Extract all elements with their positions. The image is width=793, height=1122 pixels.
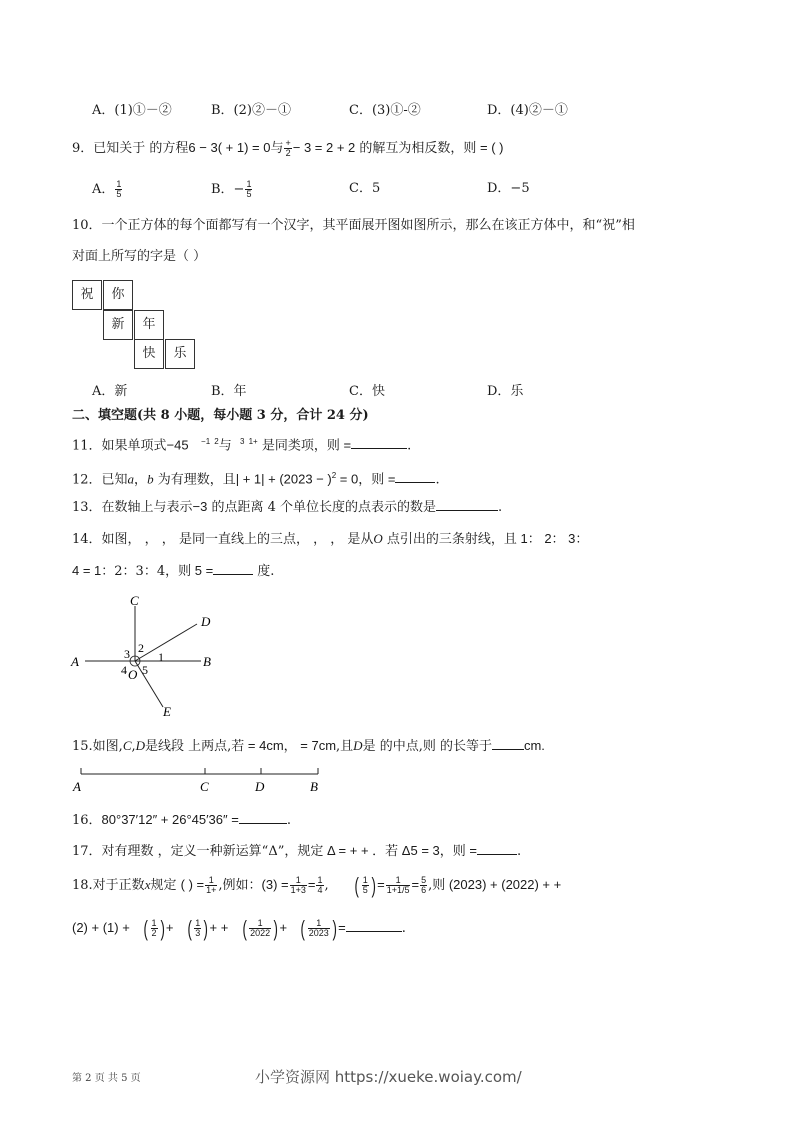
q12-text-1: 12．已知: [72, 472, 128, 488]
question-17: [72, 842, 521, 860]
q12-text-2: 为有理数，且: [153, 472, 236, 488]
q18-frac-def: [205, 876, 217, 895]
frac-denominator: 2023: [308, 928, 329, 938]
q13-text-2: 的点距离 4 个单位长度的点表示的数是: [207, 500, 437, 515]
paren-left: (: [354, 872, 360, 898]
q18-text-2: 规定: [150, 878, 177, 893]
paren-right: ): [203, 915, 209, 941]
question-18-line-1: [72, 872, 561, 899]
q12-answer-blank[interactable]: [395, 470, 435, 483]
q11-coefficient: −45: [166, 437, 189, 453]
angle-label-1: 1: [158, 650, 164, 664]
q14-text-2: 点引出的三条射线，且: [382, 532, 517, 547]
q18-answer-blank[interactable]: [346, 919, 402, 932]
q18-sum-part-1: (2023) + (2022) + +: [445, 877, 562, 892]
section-2-title: 二、填空题(共 8 小题，每小题 3 分，合计 24 分): [72, 408, 369, 423]
question-16: [72, 811, 291, 829]
paren-left: (: [300, 915, 306, 941]
q18-plus: +: [165, 920, 174, 935]
q18-frac-third: [194, 919, 201, 938]
q10-option-c: C．快: [349, 384, 385, 399]
q13-answer-blank[interactable]: [436, 498, 498, 511]
question-14-line-2: [72, 562, 274, 580]
question-18-line-2: [72, 915, 406, 942]
frac-numerator: 1: [249, 919, 271, 929]
q18-frac-ex1: [290, 876, 307, 895]
frac-numerator: 1: [290, 876, 307, 886]
question-12: [72, 468, 440, 488]
frac-denominator: 5: [246, 189, 252, 199]
q18-definition: ( ) =: [180, 877, 205, 892]
frac-denominator: 1+3: [290, 885, 306, 895]
q18-equals-3: =: [411, 877, 420, 892]
q18-plus-2: +: [279, 920, 288, 935]
q14-angle-figure: [65, 590, 225, 720]
q9-text-1: 已知关于 的方程: [93, 141, 189, 156]
q12-text-3: ，则: [358, 472, 385, 488]
q15-point-c: C: [122, 738, 132, 753]
q18-frac-2022: [249, 919, 271, 938]
q18-frac-arg: [362, 876, 369, 895]
q12-period: .: [435, 472, 440, 488]
net-cell-1: 祝: [72, 280, 102, 310]
angle-label-3: 3: [124, 647, 130, 661]
label-d: D: [201, 614, 211, 629]
q9-option-a: [92, 180, 123, 199]
q17-condition: Δ5 = 3: [398, 843, 440, 858]
paren-left: (: [143, 915, 149, 941]
q15-answer-blank[interactable]: [492, 737, 524, 750]
seg-label-b: B: [310, 779, 318, 794]
q17-answer-blank[interactable]: [477, 842, 517, 855]
q15-length-1: = 4cm，: [244, 738, 297, 753]
frac-denominator: 6: [421, 885, 427, 895]
ray-od: [135, 624, 197, 661]
frac-denominator: 5: [116, 189, 122, 199]
angle-label-5: 5: [142, 663, 148, 677]
net-cell-2: 你: [103, 280, 133, 310]
frac-numerator: 1: [195, 918, 201, 928]
q18-frac-ex2-result: [420, 876, 427, 895]
q18-comma: ,: [324, 878, 329, 893]
q10-line-1: 10．一个正方体的每个面都写有一个汉字，其平面展开图如图所示，那么在该正方体中，和“祝”相: [72, 218, 635, 233]
q15-length-2: = 7cm: [296, 738, 337, 753]
q9-option-c: C．5: [349, 181, 381, 196]
frac-denominator: 2: [151, 928, 157, 938]
q14-angle-4: 4 = 1: [72, 563, 102, 578]
q8-option-d: D．(4)②－①: [487, 103, 568, 118]
q17-text-1: 17．对有理数 ，定义一种新运算“Δ”，规定: [72, 844, 324, 859]
question-15: [72, 737, 545, 755]
label-b: B: [203, 654, 211, 669]
q17-equals: =: [465, 843, 477, 858]
paren-left: (: [187, 915, 192, 941]
q9-option-b-fraction: [245, 180, 252, 199]
q14-angle-5: 5 =: [191, 563, 214, 578]
q15-point-d: D: [135, 738, 146, 753]
label-o: O: [128, 667, 138, 682]
q15-text-4: 是 的中点,则 的长等于: [362, 739, 492, 754]
q14-ratio-text: ：2：3：4，则: [101, 564, 192, 579]
frac-numerator: 1: [205, 876, 217, 886]
page-number: 第 2 页 共 5 页: [72, 1073, 141, 1084]
q12-equals: =: [384, 471, 396, 487]
q11-exponent-1: −1: [201, 437, 211, 446]
q9-option-a-fraction: [115, 180, 122, 199]
frac-numerator: 5: [421, 875, 427, 885]
frac-numerator: 1: [151, 918, 157, 928]
label-a: A: [71, 654, 79, 669]
question-9: [72, 139, 504, 158]
q15-text-1: 15.如图,: [72, 739, 123, 754]
q10-option-a: A．新: [92, 384, 128, 399]
q16-number: 16．: [72, 813, 102, 828]
q9-text-3: 的解互为相反数，则: [355, 141, 477, 156]
q9-option-b-label: B．−: [211, 182, 245, 197]
q9-equation-2: − 3 = 2 + 2: [292, 140, 356, 155]
q9-frac-denominator: 2: [285, 148, 291, 158]
q15-point-d-2: D: [353, 738, 363, 753]
label-c: C: [130, 593, 139, 608]
frac-denominator: 1+: [206, 885, 217, 895]
q16-answer-blank[interactable]: [239, 811, 287, 824]
q18-final-equals: =: [338, 920, 346, 935]
q9-option-a-label: A．: [92, 182, 115, 197]
q8-option-b: B．(2)②－①: [211, 103, 291, 118]
angle-label-2: 2: [138, 641, 144, 655]
q18-text-5: ,则: [428, 878, 446, 893]
q13-period: .: [498, 500, 503, 515]
frac-denominator: 5: [362, 885, 368, 895]
q9-option-d: D．−5: [487, 181, 530, 196]
q11-text-2: 与: [218, 438, 232, 454]
frac-numerator: 1: [116, 179, 122, 189]
paren-left: (: [242, 915, 247, 941]
q18-var-x: x: [144, 877, 151, 892]
q12-square: 2: [331, 471, 337, 480]
net-cell-5: 快: [134, 339, 164, 369]
q9-number: 9．: [72, 141, 94, 156]
q10-option-b: B．年: [211, 384, 247, 399]
q9-option-b: [211, 180, 253, 199]
watermark: 小学资源网 https://xueke.woiay.com/: [255, 1068, 522, 1086]
q12-var-a: a: [127, 471, 135, 487]
frac-denominator: 2022: [250, 928, 271, 938]
q14-point-o: O: [373, 531, 383, 546]
seg-label-d: D: [255, 779, 265, 794]
q11-period: .: [407, 438, 412, 454]
paren-right: ): [273, 915, 278, 941]
q9-equation-1: 6 − 3( + 1) = 0: [188, 140, 271, 155]
label-e: E: [163, 704, 171, 719]
q11-text-3: 是同类项，则: [257, 438, 340, 454]
q17-definition: Δ = + +: [323, 843, 373, 858]
q15-text-2: 是线段 上两点,若: [145, 739, 245, 754]
net-cell-4: 年: [134, 310, 164, 340]
q14-text-1: 14．如图， ， ， 是同一直线上的三点， ， ， 是从: [72, 532, 374, 547]
q11-exponent-2: 2: [214, 437, 219, 446]
angle-label-4: 4: [121, 663, 127, 677]
q15-text-3: ,且: [336, 739, 354, 754]
q18-frac-ex1-result: [316, 876, 323, 895]
q17-period: .: [517, 844, 522, 859]
q11-equals: =: [339, 437, 352, 453]
q12-comma: ，: [134, 472, 148, 488]
q10-option-d: D．乐: [487, 384, 524, 399]
q15-sep: ,: [131, 739, 136, 754]
ray-oe: [135, 661, 163, 707]
q14-unit: 度.: [253, 564, 275, 579]
q14-answer-blank[interactable]: [213, 562, 253, 575]
q10-line-2: 对面上所写的字是（ ）: [72, 249, 207, 264]
q8-option-a: A．(1)①－②: [92, 103, 172, 118]
q17-text-3: ，则: [439, 844, 466, 859]
q15-unit: cm.: [523, 738, 545, 753]
question-13: [72, 498, 502, 516]
paren-right: ): [371, 872, 376, 898]
seg-label-a: A: [73, 779, 81, 794]
net-cell-3: 新: [103, 310, 133, 340]
q9-frac-numerator: +: [285, 138, 291, 148]
q11-text-1: 11．如果单项式: [72, 438, 167, 454]
q18-example-1: (3) =: [261, 877, 289, 892]
frac-numerator: 1: [362, 875, 368, 885]
q14-ratio-angles: 1： 2： 3：: [516, 531, 589, 546]
q18-frac-ex2: [386, 876, 411, 895]
frac-denominator: 4: [317, 885, 323, 895]
q11-answer-blank[interactable]: [351, 436, 407, 449]
q9-fraction: [284, 139, 291, 158]
question-11: [72, 434, 411, 454]
q15-segment-figure: [70, 762, 330, 796]
frac-numerator: 1: [246, 179, 252, 189]
q9-answer-bracket: = ( ): [476, 140, 504, 155]
q18-frac-half: [151, 919, 158, 938]
q18-equals-2: =: [377, 877, 385, 892]
q18-text-3: ,例如：: [218, 878, 262, 893]
paren-right: ): [160, 915, 165, 941]
question-14-line-1: [72, 531, 588, 548]
frac-numerator: 1: [386, 876, 411, 886]
q8-option-c: C．(3)①-②: [349, 103, 421, 118]
q18-plus-ellipsis: + +: [209, 920, 229, 935]
q16-period: .: [286, 813, 291, 828]
q12-var-b: b: [147, 471, 154, 487]
q12-expression: | + 1| + (2023 − ): [235, 471, 332, 487]
q18-equals: =: [307, 877, 316, 892]
q9-text-2: 与: [270, 141, 284, 156]
q13-number: −3: [192, 499, 208, 514]
q13-text-1: 13．在数轴上与表示: [72, 500, 193, 515]
frac-denominator: 3: [195, 928, 201, 938]
q11-exponent-4: 1+: [248, 437, 258, 446]
seg-label-c: C: [200, 779, 209, 794]
q11-exponent-3: 3: [240, 437, 245, 446]
frac-numerator: 1: [317, 875, 323, 885]
q12-equals-zero: = 0: [336, 471, 359, 487]
frac-denominator: 1+1/5: [386, 885, 410, 895]
paren-right: ): [332, 915, 337, 941]
q18-text-1: 18.对于正数: [72, 878, 145, 893]
q18-period: .: [401, 921, 406, 936]
q16-expression: 80°37′12″ + 26°45′36″ =: [101, 812, 239, 827]
q17-text-2: ．若: [372, 844, 399, 859]
net-cell-6: 乐: [165, 339, 195, 369]
q18-frac-2023: [308, 919, 330, 938]
frac-numerator: 1: [308, 919, 330, 929]
q18-sum-part-2: (2) + (1) +: [72, 920, 130, 935]
